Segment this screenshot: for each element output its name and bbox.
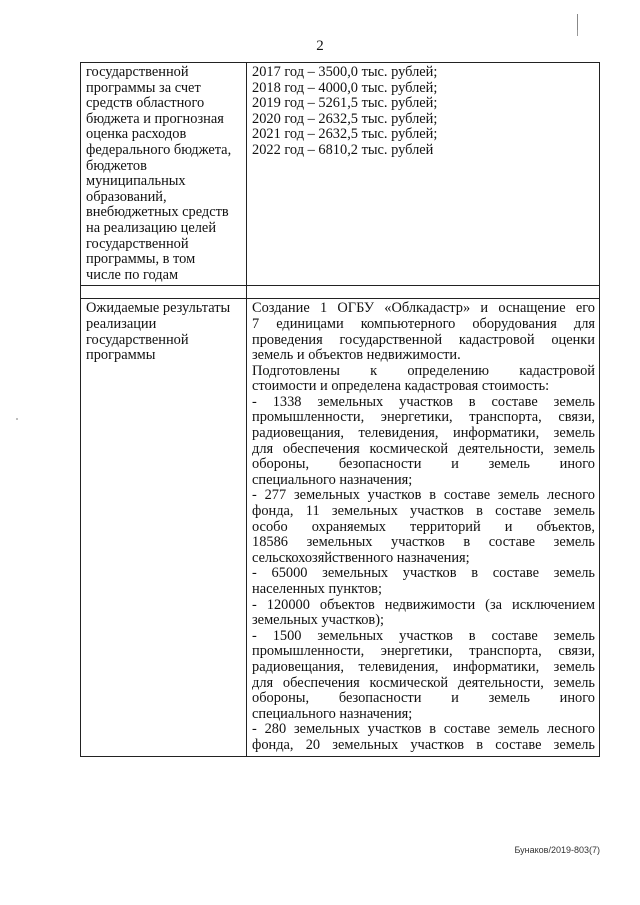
label-line: средств областного: [86, 95, 205, 112]
result-line: Подготовлены к определению кадастровой: [252, 362, 595, 379]
label-line: реализации: [86, 315, 157, 332]
scan-artifact-mark: [577, 30, 578, 36]
result-line: - 1500 земельных участков в составе земель: [252, 627, 595, 644]
document-code: Бунаков/2019-803(7): [514, 845, 600, 855]
spacer-cell: [81, 286, 247, 299]
result-line: фонда, 20 земельных участков в составе земель: [252, 736, 595, 753]
result-line: земельных участков);: [252, 612, 385, 629]
result-line: земель и объектов недвижимости.: [252, 347, 461, 364]
label-line: числе по годам: [86, 266, 179, 283]
result-line: стоимости и определена кадастровая стоимость:: [252, 378, 550, 395]
label-line: программы за счет: [86, 79, 201, 96]
result-line: для обеспечения космической деятельности, земель: [252, 440, 595, 457]
result-line: сельскохозяйственного назначения;: [252, 549, 470, 566]
result-line: промышленности, энергетики, транспорта, связи,: [252, 643, 595, 660]
row-label-cell: [81, 299, 247, 756]
result-line: населенных пунктов;: [252, 581, 382, 597]
label-line: программы, в том: [86, 251, 196, 268]
row-value-cell: [247, 299, 600, 756]
scan-artifact-dot: [16, 418, 18, 420]
table-row-expected-results: [81, 299, 600, 756]
result-line: - 65000 земельных участков в составе земель: [252, 565, 595, 582]
label-line: оценка расходов: [86, 126, 187, 143]
result-line: проведения государственной кадастровой оценки: [252, 331, 595, 348]
label-line: государственной: [86, 64, 189, 80]
funding-year-line: 2021 год – 2632,5 тыс. рублей;: [252, 126, 438, 143]
result-line: обороны, безопасности и земель иного: [252, 690, 595, 707]
result-line: особо охраняемых территорий и объектов,: [252, 518, 595, 535]
result-line: радиовещания, телевидения, информатики, земель: [252, 658, 595, 675]
result-line: радиовещания, телевидения, информатики, земель: [252, 425, 595, 442]
result-line: Создание 1 ОГБУ «Облкадастр» и оснащение его: [252, 300, 595, 317]
funding-year-line: 2017 год – 3500,0 тыс. рублей;: [252, 64, 438, 80]
result-line: - 280 земельных участков в составе земель лесного: [252, 721, 595, 738]
label-line: федерального бюджета,: [86, 141, 232, 158]
label-line: образований,: [86, 188, 167, 205]
label-line: бюджетов: [86, 157, 147, 174]
row-label-cell: [81, 63, 247, 286]
funding-year-line: 2020 год – 2632,5 тыс. рублей;: [252, 110, 438, 127]
label-line: государственной: [86, 331, 189, 348]
program-passport-table: [80, 62, 600, 757]
result-line: обороны, безопасности и земель иного: [252, 456, 595, 473]
result-line: - 277 земельных участков в составе земель лесного: [252, 487, 595, 504]
table-row-spacer: [81, 286, 600, 299]
result-line: - 1338 земельных участков в составе земель: [252, 393, 595, 410]
result-line: специального назначения;: [252, 705, 413, 722]
funding-year-line: 2018 год – 4000,0 тыс. рублей;: [252, 79, 438, 96]
label-line: внебюджетных средств: [86, 204, 229, 221]
label-line: на реализацию целей: [86, 219, 217, 236]
spacer-cell: [247, 286, 600, 299]
label-line: Ожидаемые результаты: [86, 300, 231, 317]
result-line: специального назначения;: [252, 471, 413, 488]
label-line: программы: [86, 347, 156, 364]
result-line: фонда, 11 земельных участков в составе земель: [252, 503, 595, 520]
result-line: промышленности, энергетики, транспорта, связи,: [252, 409, 595, 426]
result-line: - 120000 объектов недвижимости (за исключением: [252, 596, 595, 613]
result-line: 7 единицами компьютерного оборудования для: [252, 315, 595, 332]
table-row-funding: [81, 63, 600, 286]
label-line: бюджета и прогнозная: [86, 110, 224, 127]
funding-year-line: 2022 год – 6810,2 тыс. рублей: [252, 141, 434, 158]
row-value-cell: [247, 63, 600, 286]
page-number: 2: [316, 38, 324, 54]
funding-year-line: 2019 год – 5261,5 тыс. рублей;: [252, 95, 438, 112]
label-line: государственной: [86, 235, 189, 252]
label-line: муниципальных: [86, 173, 186, 190]
result-line: 18586 земельных участков в составе земель: [252, 534, 595, 551]
result-line: для обеспечения космической деятельности, земель: [252, 674, 595, 691]
